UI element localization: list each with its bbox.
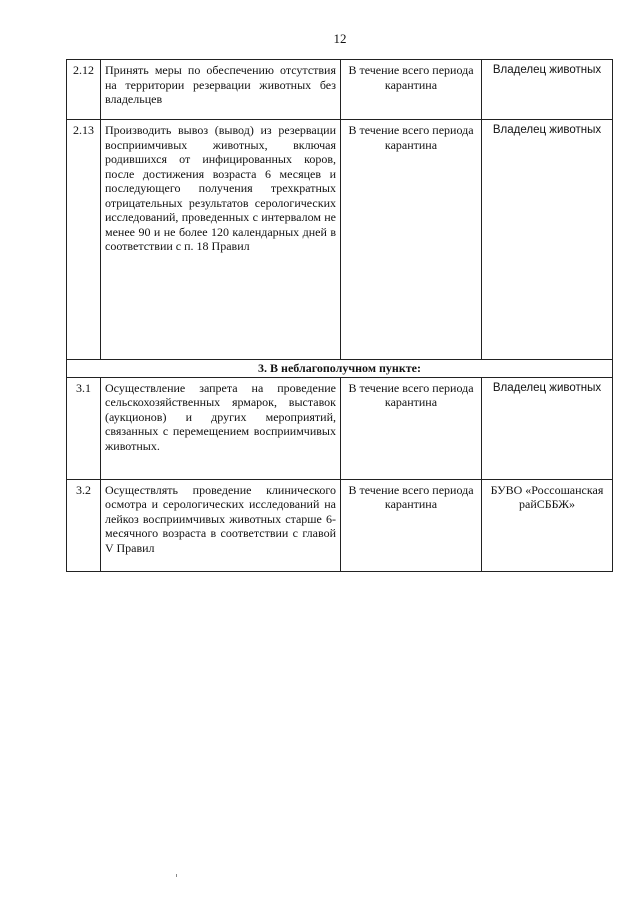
measure-text: Осуществление запрета на проведение сельскохозяйственных ярмарок, выставок (аукционов) и других мероприятий, связанных с перемещением восприимчивых животных. <box>101 377 341 479</box>
measure-text: Осуществлять проведение клинического осмотра и серологических исследований на лейкоз восприимчивых животных старше 6-месячного возраста в соответствии с главой V Правил <box>101 479 341 571</box>
responsible-text: Владелец животных <box>482 120 613 360</box>
section-title: 3. В неблагополучном пункте: <box>67 360 613 378</box>
responsible-text: Владелец животных <box>482 377 613 479</box>
section-header-row <box>67 360 613 378</box>
item-number: 3.2 <box>67 479 101 571</box>
table-row <box>67 479 613 571</box>
item-number: 2.12 <box>67 60 101 120</box>
table-row <box>67 120 613 360</box>
term-text: В течение всего периода карантина <box>341 60 482 120</box>
item-number: 3.1 <box>67 377 101 479</box>
term-text: В течение всего периода карантина <box>341 377 482 479</box>
measure-text: Производить вывоз (вывод) из резервации восприимчивых животных, включая родившихся от инфицированных коров, после достижения возраста 6 месяцев и последующего получения трехкратных отрицательных результатов серологических исследований, проведенных с интервалом не менее 90 и не более 120 календарных дней в соответствии с п. 18 Правил <box>101 120 341 360</box>
table-row <box>67 60 613 120</box>
responsible-text: БУВО «Россошанская райСББЖ» <box>482 479 613 571</box>
measures-table <box>66 59 613 572</box>
term-text: В течение всего периода карантина <box>341 479 482 571</box>
item-number: 2.13 <box>67 120 101 360</box>
page-number: 12 <box>333 31 347 46</box>
term-text: В течение всего периода карантина <box>341 120 482 360</box>
responsible-text: Владелец животных <box>482 60 613 120</box>
table-row <box>67 377 613 479</box>
scan-mark <box>176 874 177 877</box>
measure-text: Принять меры по обеспечению отсутствия на территории резервации животных без владельцев <box>101 60 341 120</box>
